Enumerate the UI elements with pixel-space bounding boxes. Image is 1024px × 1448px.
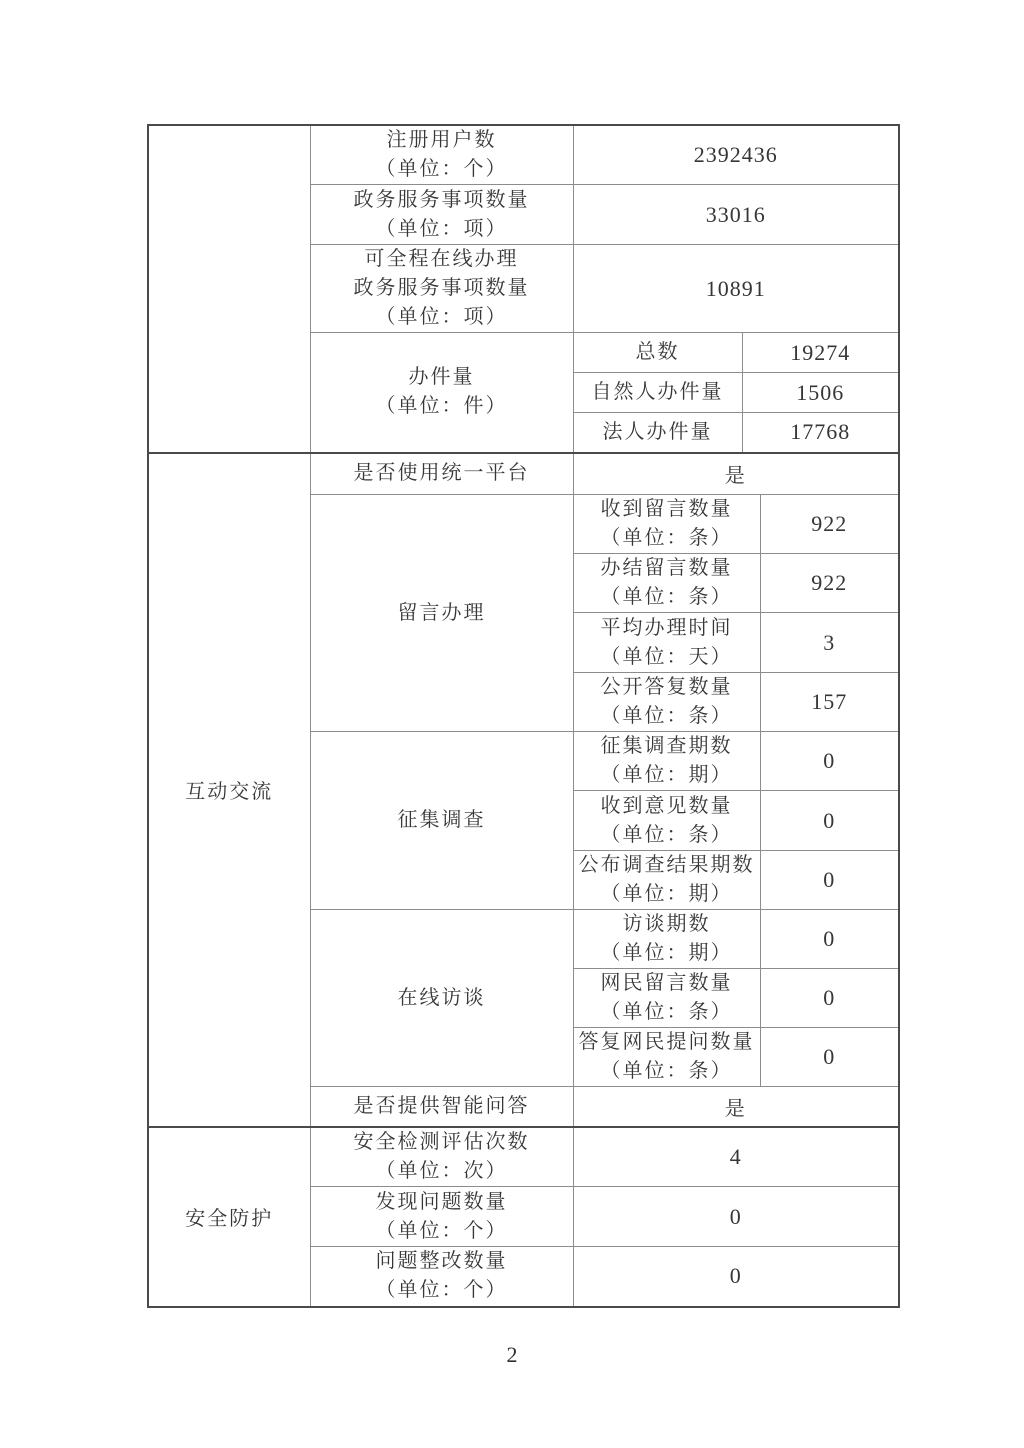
survey-results-value: 0: [760, 851, 899, 910]
problems-found-label: [310, 1187, 573, 1247]
full-online-items-label-unit: （单位：项）: [375, 306, 508, 328]
avg-handling-time-label-unit: （单位：天）: [600, 645, 733, 668]
public-replies-value: 157: [760, 673, 899, 732]
problems-fixed-value: 0: [573, 1247, 899, 1307]
opinions-received-label-unit: （单位：条）: [600, 823, 733, 846]
case-volume-total-value: 19274: [742, 333, 899, 373]
survey-periods-value: 0: [760, 732, 899, 791]
problems-fixed-label-unit: （单位：个）: [375, 1279, 508, 1302]
messages-received-value: 922: [760, 495, 899, 554]
registered-users-label-line1: 注册用户数: [386, 129, 497, 151]
category-cell-security: 安全防护: [148, 1127, 310, 1307]
page-number: 2: [506, 1342, 518, 1367]
survey-results-label: [573, 851, 760, 910]
survey-results-label-unit: （单位：期）: [600, 883, 733, 905]
messages-resolved-label-line1: 办结留言数量: [600, 557, 733, 579]
security-assessments-label-unit: （单位：次）: [375, 1159, 508, 1182]
case-volume-legal-value: 17768: [742, 413, 899, 453]
messages-resolved-value: 922: [760, 554, 899, 613]
case-volume-label: [310, 333, 573, 453]
case-volume-natural-label: 自然人办件量: [573, 373, 742, 413]
opinions-received-value: 0: [760, 791, 899, 851]
full-online-items-label-line1: 可全程在线办理: [364, 248, 519, 270]
messages-resolved-label-unit: （单位：条）: [600, 586, 733, 608]
security-assessments-label: [310, 1127, 573, 1187]
interview-periods-label-unit: （单位：期）: [600, 942, 733, 964]
avg-handling-time-label: [573, 613, 760, 673]
security-assessments-value: 4: [573, 1127, 899, 1187]
registered-users-label: [310, 125, 573, 185]
service-items-label: [310, 185, 573, 245]
messages-received-label-unit: （单位：条）: [600, 527, 733, 549]
interview-periods-label-line1: 访谈期数: [622, 913, 711, 935]
messages-received-label: [573, 495, 760, 554]
message-handling-label: 留言办理: [310, 495, 573, 732]
problems-found-value: 0: [573, 1187, 899, 1247]
public-replies-label: [573, 673, 760, 732]
smart-qa-label: 是否提供智能问答: [310, 1087, 573, 1127]
netizen-questions-answered-label-line1: 答复网民提问数量: [578, 1031, 755, 1053]
public-replies-label-unit: （单位：条）: [600, 705, 733, 727]
avg-handling-time-label-line1: 平均办理时间: [600, 616, 733, 639]
avg-handling-time-value: 3: [760, 613, 899, 673]
annual-report-table: [147, 124, 900, 1308]
interview-periods-label: [573, 910, 760, 969]
security-assessments-label-line1: 安全检测评估次数: [353, 1130, 530, 1153]
netizen-messages-label-unit: （单位：条）: [600, 1001, 733, 1023]
service-items-value: 33016: [573, 185, 899, 245]
category-cell-interaction: 互动交流: [148, 453, 310, 1127]
survey-label: 征集调查: [310, 732, 573, 910]
case-volume-total-label: 总数: [573, 333, 742, 373]
full-online-items-value: 10891: [573, 245, 899, 333]
registered-users-value: 2392436: [573, 125, 899, 185]
online-interview-label: 在线访谈: [310, 910, 573, 1087]
service-items-label-unit: （单位：项）: [375, 217, 508, 240]
problems-fixed-label: [310, 1247, 573, 1307]
netizen-questions-answered-label: [573, 1028, 760, 1087]
survey-periods-label-line1: 征集调查期数: [600, 735, 733, 757]
full-online-items-label: [310, 245, 573, 333]
netizen-messages-label: [573, 969, 760, 1028]
survey-periods-label-unit: （单位：期）: [600, 764, 733, 786]
full-online-items-label-line2: 政务服务事项数量: [353, 277, 530, 299]
case-volume-label-unit: （单位：件）: [375, 395, 508, 418]
opinions-received-label-line1: 收到意见数量: [600, 794, 733, 817]
problems-found-label-unit: （单位：个）: [375, 1219, 508, 1242]
smart-qa-value: 是: [573, 1087, 899, 1127]
netizen-questions-answered-label-unit: （单位：条）: [600, 1060, 733, 1082]
case-volume-natural-value: 1506: [742, 373, 899, 413]
unified-platform-label: 是否使用统一平台: [310, 453, 573, 495]
problems-fixed-label-line1: 问题整改数量: [375, 1250, 508, 1273]
netizen-questions-answered-value: 0: [760, 1028, 899, 1087]
category-cell-continued: [148, 125, 310, 453]
messages-received-label-line1: 收到留言数量: [600, 498, 733, 520]
unified-platform-value: 是: [573, 453, 899, 495]
survey-periods-label: [573, 732, 760, 791]
interview-periods-value: 0: [760, 910, 899, 969]
netizen-messages-value: 0: [760, 969, 899, 1028]
public-replies-label-line1: 公开答复数量: [600, 676, 733, 698]
case-volume-label-line1: 办件量: [408, 366, 475, 389]
opinions-received-label: [573, 791, 760, 851]
netizen-messages-label-line1: 网民留言数量: [600, 972, 733, 994]
survey-results-label-line1: 公布调查结果期数: [578, 854, 755, 876]
problems-found-label-line1: 发现问题数量: [375, 1190, 508, 1213]
case-volume-legal-label: 法人办件量: [573, 413, 742, 453]
messages-resolved-label: [573, 554, 760, 613]
registered-users-label-unit: （单位：个）: [375, 158, 508, 180]
service-items-label-line1: 政务服务事项数量: [353, 188, 530, 211]
